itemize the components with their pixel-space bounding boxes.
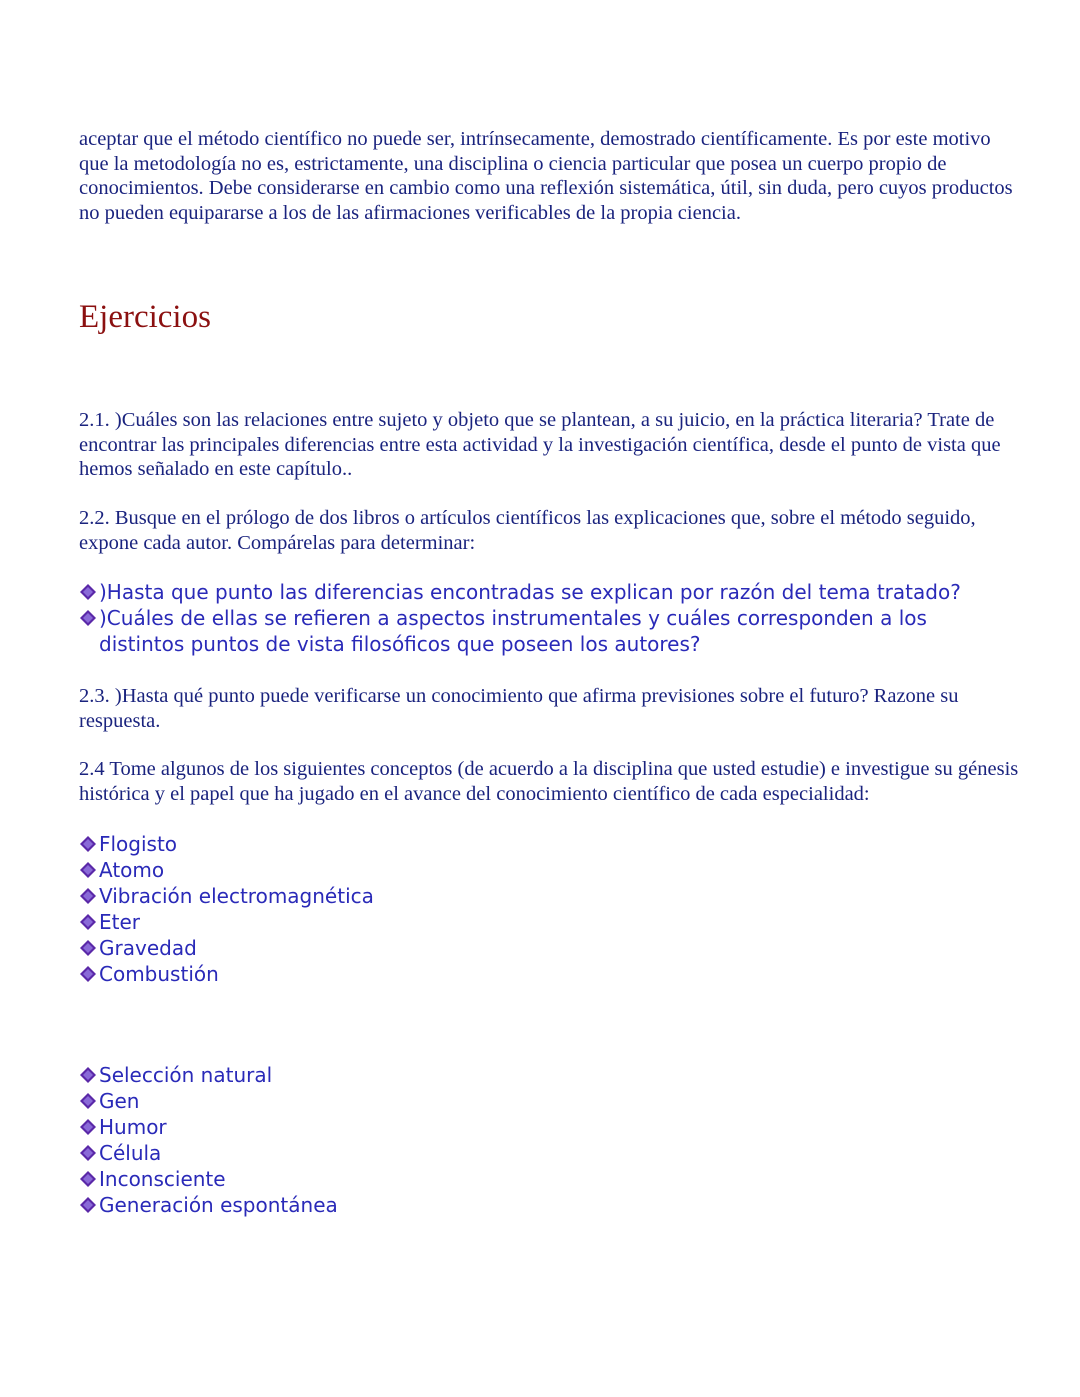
list-item: Vibración electromagnética — [79, 883, 579, 909]
list-item: Humor — [79, 1114, 579, 1140]
diamond-bullet-icon — [79, 1114, 99, 1140]
section-heading: Ejercicios — [79, 299, 211, 335]
exercise-2-2: 2.2. Busque en el prólogo de dos libros o artículos científicos las explicaciones que, sobre el método seguido, expone cada autor. Compárelas para determinar: — [79, 507, 976, 554]
list-item: Generación espontánea — [79, 1192, 579, 1218]
concepts-list-2 — [79, 1062, 579, 1218]
list-item: Atomo — [79, 857, 579, 883]
list-item: Combustión — [79, 961, 579, 987]
diamond-bullet-icon — [79, 605, 99, 631]
diamond-bullet-icon — [79, 579, 99, 605]
list-item: )Cuáles de ellas se refieren a aspectos instrumentales y cuáles corresponden a los distintos puntos de vista filosóficos que poseen los autores? — [79, 605, 999, 657]
diamond-bullet-icon — [79, 909, 99, 935]
diamond-bullet-icon — [79, 831, 99, 857]
list-item: Célula — [79, 1140, 579, 1166]
exercise-2-4: 2.4 Tome algunos de los siguientes conceptos (de acuerdo a la disciplina que usted estudie) e investigue su génesis histórica y el papel que ha jugado en el avance del conocimiento científico de cada especialidad: — [79, 758, 1019, 805]
exercise-2-2-list — [79, 579, 999, 657]
exercise-2-3: 2.3. )Hasta qué punto puede verificarse un conocimiento que afirma previsiones sobre el futuro? Razone su respuesta. — [79, 685, 959, 732]
diamond-bullet-icon — [79, 1062, 99, 1088]
diamond-bullet-icon — [79, 883, 99, 909]
diamond-bullet-icon — [79, 1192, 99, 1218]
exercise-2-1: 2.1. )Cuáles son las relaciones entre sujeto y objeto que se plantean, a su juicio, en la práctica literaria? Trate de encontrar las principales diferencias entre esta actividad y la investigación científica, desde el punto de vista que hemos señalado en este capítulo.. — [79, 409, 1001, 480]
list-item: Inconsciente — [79, 1166, 579, 1192]
list-item: Flogisto — [79, 831, 579, 857]
diamond-bullet-icon — [79, 857, 99, 883]
diamond-bullet-icon — [79, 1166, 99, 1192]
concepts-list-1 — [79, 831, 579, 987]
diamond-bullet-icon — [79, 961, 99, 987]
diamond-bullet-icon — [79, 1088, 99, 1114]
list-item: Selección natural — [79, 1062, 579, 1088]
intro-paragraph: aceptar que el método científico no puede ser, intrínsecamente, demostrado científicamente. Es por este motivo que la metodología no es, estrictamente, una disciplina o ciencia particular que posea un cuerpo propio de conocimientos. Debe considerarse en cambio como una reflexión sistemática, útil, sin duda, pero cuyos productos no pueden equipararse a los de las afirmaciones verificables de la propia ciencia. — [79, 128, 1013, 224]
list-item: Gen — [79, 1088, 579, 1114]
list-item: Eter — [79, 909, 579, 935]
diamond-bullet-icon — [79, 935, 99, 961]
list-item: Gravedad — [79, 935, 579, 961]
list-item: )Hasta que punto las diferencias encontradas se explican por razón del tema tratado? — [79, 579, 999, 605]
diamond-bullet-icon — [79, 1140, 99, 1166]
